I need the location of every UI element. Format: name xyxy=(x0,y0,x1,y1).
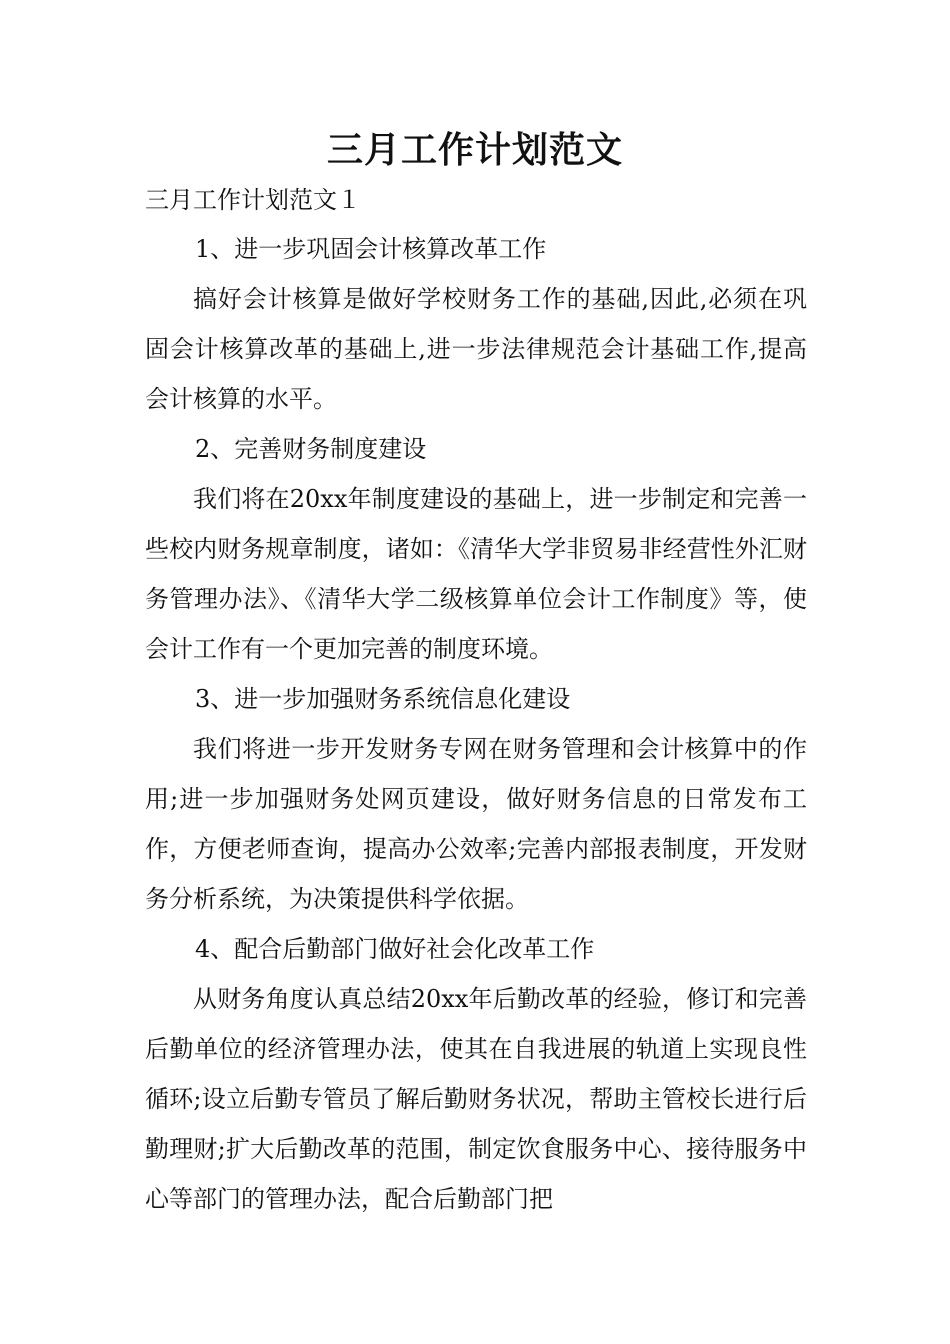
paragraph-4: 从财务角度认真总结20xx年后勤改革的经验，修订和完善后勤单位的经济管理办法，使其在自我进展的轨道上实现良性循环;设立后勤专管员了解后勤财务状况，帮助主管校长进行后勤理财;扩大后勤改革的范围，制定饮食服务中心、接待服务中心等部门的管理办法，配合后勤部门把 xyxy=(145,985,807,1213)
section-heading-1: 1、进一步巩固会计核算改革工作 xyxy=(195,235,547,263)
section-heading-4: 4、配合后勤部门做好社会化改革工作 xyxy=(195,935,595,963)
paragraph-1: 搞好会计核算是做好学校财务工作的基础,因此,必须在巩固会计核算改革的基础上,进一步法律规范会计基础工作,提高会计核算的水平。 xyxy=(145,285,807,413)
paragraph-2: 我们将在20xx年制度建设的基础上，进一步制定和完善一些校内财务规章制度，诸如：《清华大学非贸易非经营性外汇财务管理办法》、《清华大学二级核算单位会计工作制度》等，使会计工作有一个更加完善的制度环境。 xyxy=(145,485,807,663)
document-title: 三月工作计划范文 xyxy=(326,129,623,171)
section-heading-2: 2、完善财务制度建设 xyxy=(195,435,427,463)
document-subtitle: 三月工作计划范文１ xyxy=(145,186,361,214)
section-heading-3: 3、进一步加强财务系统信息化建设 xyxy=(195,685,571,713)
document-body xyxy=(145,224,807,1224)
paragraph-3: 我们将进一步开发财务专网在财务管理和会计核算中的作用;进一步加强财务处网页建设，做好财务信息的日常发布工作，方便老师查询，提高办公效率;完善内部报表制度，开发财务分析系统，为决策提供科学依据。 xyxy=(145,735,807,913)
